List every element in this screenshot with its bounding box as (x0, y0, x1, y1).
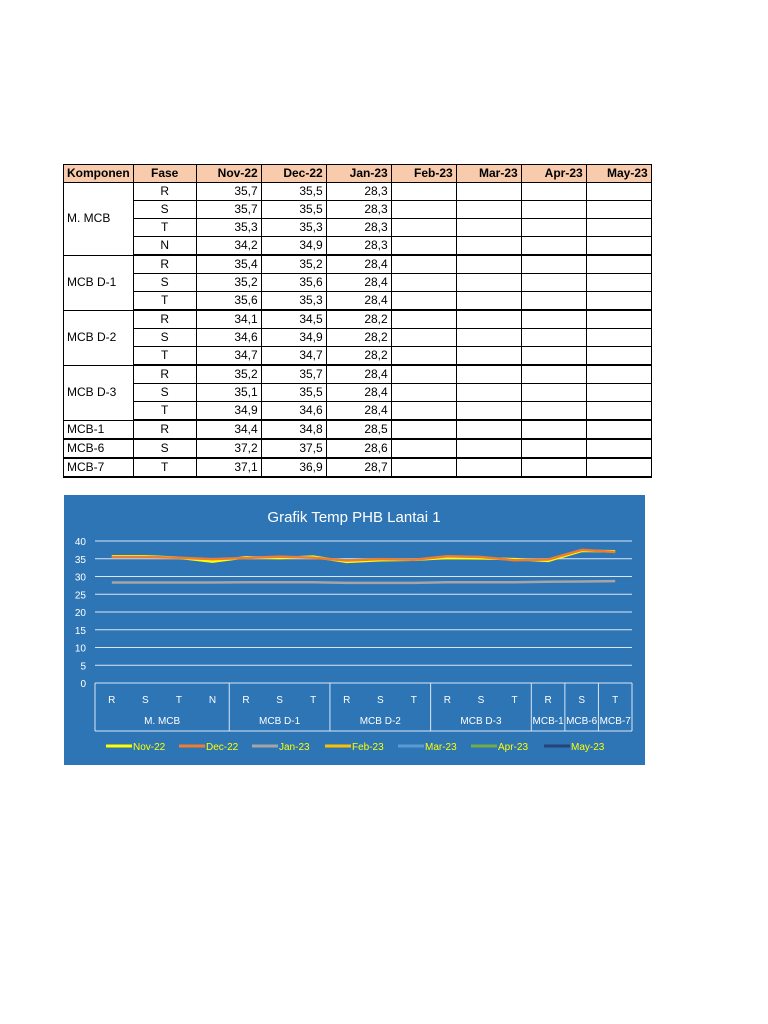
value-cell (521, 329, 586, 347)
fase-cell: R (133, 255, 196, 274)
table-row (64, 365, 652, 384)
value-cell (456, 219, 521, 237)
value-cell (456, 365, 521, 384)
komponen-cell: MCB-7 (64, 458, 134, 477)
x-tick-label: R (544, 695, 552, 706)
value-cell: 34,9 (261, 329, 326, 347)
value-cell: 28,4 (326, 384, 391, 402)
x-group-label: MCB-6 (566, 716, 598, 727)
value-cell: 28,3 (326, 237, 391, 256)
value-cell: 34,6 (261, 402, 326, 421)
value-cell: 35,1 (196, 384, 261, 402)
value-cell: 35,6 (196, 292, 261, 311)
value-cell: 28,4 (326, 274, 391, 292)
value-cell: 28,3 (326, 201, 391, 219)
value-cell: 28,7 (326, 458, 391, 477)
y-tick-label: 20 (74, 608, 86, 619)
header-fase: Fase (133, 165, 196, 183)
value-cell (391, 219, 456, 237)
value-cell (521, 420, 586, 439)
value-cell (456, 292, 521, 311)
table-row (64, 420, 652, 439)
table-row (64, 384, 652, 402)
table-row (64, 183, 652, 201)
value-cell (456, 347, 521, 366)
table-row (64, 201, 652, 219)
value-cell (456, 458, 521, 477)
value-cell (391, 329, 456, 347)
table-row (64, 274, 652, 292)
fase-cell: S (133, 201, 196, 219)
value-cell: 34,9 (261, 237, 326, 256)
x-tick-label: S (142, 695, 149, 706)
value-cell (391, 183, 456, 201)
value-cell (456, 402, 521, 421)
x-tick-label: R (343, 695, 351, 706)
header-jan-23: Jan-23 (326, 165, 391, 183)
x-tick-label: S (477, 695, 485, 706)
value-cell (391, 274, 456, 292)
value-cell (391, 310, 456, 329)
y-tick-label: 40 (74, 537, 86, 548)
chart-title: Grafik Temp PHB Lantai 1 (267, 509, 441, 526)
table-row (64, 237, 652, 256)
table-row (64, 255, 652, 274)
value-cell: 35,4 (196, 255, 261, 274)
value-cell (391, 201, 456, 219)
value-cell: 35,2 (261, 255, 326, 274)
value-cell: 34,8 (261, 420, 326, 439)
y-tick-label: 15 (74, 625, 86, 637)
fase-cell: R (133, 365, 196, 384)
value-cell (456, 274, 521, 292)
fase-cell: T (133, 219, 196, 237)
value-cell (586, 402, 651, 421)
x-tick-label: N (208, 695, 217, 706)
y-tick-label: 35 (74, 554, 86, 566)
fase-cell: S (133, 274, 196, 292)
value-cell (586, 329, 651, 347)
value-cell (521, 183, 586, 201)
fase-cell: S (133, 329, 196, 347)
legend-label: Apr-23 (498, 742, 529, 753)
x-tick-label: T (310, 695, 317, 706)
header-apr-23: Apr-23 (521, 165, 586, 183)
x-tick-label: T (175, 695, 182, 706)
value-cell: 34,1 (196, 310, 261, 329)
header-may-23: May-23 (586, 165, 651, 183)
value-cell (391, 347, 456, 366)
table-row (64, 402, 652, 421)
value-cell: 34,9 (196, 402, 261, 421)
temperature-line-chart (64, 495, 645, 765)
value-cell (456, 237, 521, 256)
value-cell (391, 420, 456, 439)
data-table (63, 164, 652, 478)
value-cell: 35,2 (196, 365, 261, 384)
value-cell (521, 310, 586, 329)
fase-cell: T (133, 347, 196, 366)
header-dec-22: Dec-22 (261, 165, 326, 183)
value-cell (586, 439, 651, 458)
value-cell (521, 255, 586, 274)
value-cell (586, 420, 651, 439)
y-tick-label: 5 (80, 661, 86, 673)
value-cell: 35,3 (261, 219, 326, 237)
value-cell (586, 255, 651, 274)
x-tick-label: R (443, 695, 452, 706)
value-cell (456, 201, 521, 219)
legend-label: May-23 (571, 742, 605, 753)
value-cell (586, 183, 651, 201)
value-cell (521, 384, 586, 402)
value-cell (456, 384, 521, 402)
value-cell: 34,7 (196, 347, 261, 366)
value-cell (521, 201, 586, 219)
value-cell: 28,2 (326, 310, 391, 329)
legend-label: Mar-23 (425, 742, 457, 753)
value-cell (391, 402, 456, 421)
value-cell: 35,3 (261, 292, 326, 311)
value-cell: 34,4 (196, 420, 261, 439)
komponen-cell: M. MCB (64, 183, 134, 256)
value-cell (391, 384, 456, 402)
value-cell: 28,2 (326, 347, 391, 366)
x-group-label: M. MCB (144, 716, 181, 727)
value-cell: 28,6 (326, 439, 391, 458)
value-cell: 28,4 (326, 402, 391, 421)
value-cell: 35,5 (261, 384, 326, 402)
table-row (64, 219, 652, 237)
value-cell (586, 458, 651, 477)
value-cell (456, 183, 521, 201)
value-cell: 34,2 (196, 237, 261, 256)
table-row (64, 292, 652, 311)
value-cell: 35,3 (196, 219, 261, 237)
x-group-label: MCB D-1 (259, 716, 301, 727)
legend-label: Jan-23 (279, 742, 310, 753)
y-tick-label: 25 (74, 590, 86, 602)
y-tick-label: 30 (74, 572, 86, 584)
fase-cell: R (133, 310, 196, 329)
value-cell (521, 439, 586, 458)
fase-cell: T (133, 458, 196, 477)
value-cell: 35,5 (261, 201, 326, 219)
fase-cell: S (133, 384, 196, 402)
x-group-label: MCB-1 (532, 716, 564, 727)
value-cell (521, 274, 586, 292)
value-cell: 28,5 (326, 420, 391, 439)
table-row (64, 310, 652, 329)
value-cell (586, 237, 651, 256)
fase-cell: R (133, 183, 196, 201)
value-cell (586, 201, 651, 219)
value-cell (456, 310, 521, 329)
x-tick-label: R (242, 695, 250, 706)
value-cell (521, 365, 586, 384)
fase-cell: S (133, 439, 196, 458)
value-cell: 34,7 (261, 347, 326, 366)
x-group-label: MCB D-2 (359, 716, 401, 727)
value-cell (456, 439, 521, 458)
fase-cell: T (133, 402, 196, 421)
value-cell (521, 219, 586, 237)
table-row (64, 347, 652, 366)
y-tick-label: 0 (80, 679, 86, 690)
value-cell (586, 274, 651, 292)
value-cell (391, 458, 456, 477)
value-cell: 28,4 (326, 365, 391, 384)
value-cell (521, 458, 586, 477)
value-cell: 37,2 (196, 439, 261, 458)
komponen-cell: MCB-6 (64, 439, 134, 458)
value-cell: 37,5 (261, 439, 326, 458)
value-cell: 35,7 (196, 201, 261, 219)
table-row (64, 458, 652, 477)
value-cell: 37,1 (196, 458, 261, 477)
komponen-cell: MCB D-3 (64, 365, 134, 420)
value-cell (456, 255, 521, 274)
value-cell: 28,4 (326, 255, 391, 274)
legend-label: Nov-22 (133, 742, 166, 753)
table-row (64, 329, 652, 347)
value-cell: 28,4 (326, 292, 391, 311)
value-cell (521, 402, 586, 421)
fase-cell: N (133, 237, 196, 256)
table-body (64, 183, 652, 478)
komponen-cell: MCB-1 (64, 420, 134, 439)
x-tick-label: S (276, 695, 283, 706)
y-tick-label: 10 (74, 643, 86, 655)
value-cell (456, 329, 521, 347)
value-cell (586, 310, 651, 329)
value-cell (391, 365, 456, 384)
value-cell (391, 237, 456, 256)
value-cell: 28,3 (326, 183, 391, 201)
legend-label: Dec-22 (206, 742, 239, 753)
value-cell: 35,7 (196, 183, 261, 201)
x-tick-label: T (410, 695, 417, 706)
value-cell (586, 365, 651, 384)
value-cell: 28,3 (326, 219, 391, 237)
table-header-row (64, 165, 652, 183)
value-cell (521, 237, 586, 256)
x-tick-label: T (511, 695, 518, 706)
value-cell (521, 292, 586, 311)
value-cell: 35,5 (261, 183, 326, 201)
value-cell (521, 347, 586, 366)
value-cell: 35,7 (261, 365, 326, 384)
value-cell: 34,5 (261, 310, 326, 329)
x-tick-label: T (612, 695, 619, 706)
value-cell (586, 384, 651, 402)
value-cell (586, 219, 651, 237)
value-cell (391, 292, 456, 311)
x-tick-label: S (578, 695, 585, 706)
table-row (64, 439, 652, 458)
fase-cell: T (133, 292, 196, 311)
value-cell (586, 347, 651, 366)
header-mar-23: Mar-23 (456, 165, 521, 183)
value-cell (391, 439, 456, 458)
fase-cell: R (133, 420, 196, 439)
x-group-label: MCB-7 (599, 716, 631, 727)
header-nov-22: Nov-22 (196, 165, 261, 183)
x-tick-label: R (108, 695, 116, 706)
header-komponen: Komponen (64, 165, 134, 183)
value-cell: 28,2 (326, 329, 391, 347)
komponen-cell: MCB D-2 (64, 310, 134, 365)
value-cell (391, 255, 456, 274)
value-cell: 34,6 (196, 329, 261, 347)
x-group-label: MCB D-3 (460, 716, 502, 727)
komponen-cell: MCB D-1 (64, 255, 134, 310)
value-cell (586, 292, 651, 311)
legend-label: Feb-23 (352, 742, 384, 753)
value-cell: 36,9 (261, 458, 326, 477)
value-cell (456, 420, 521, 439)
header-feb-23: Feb-23 (391, 165, 456, 183)
value-cell: 35,2 (196, 274, 261, 292)
x-tick-label: S (376, 695, 384, 706)
value-cell: 35,6 (261, 274, 326, 292)
